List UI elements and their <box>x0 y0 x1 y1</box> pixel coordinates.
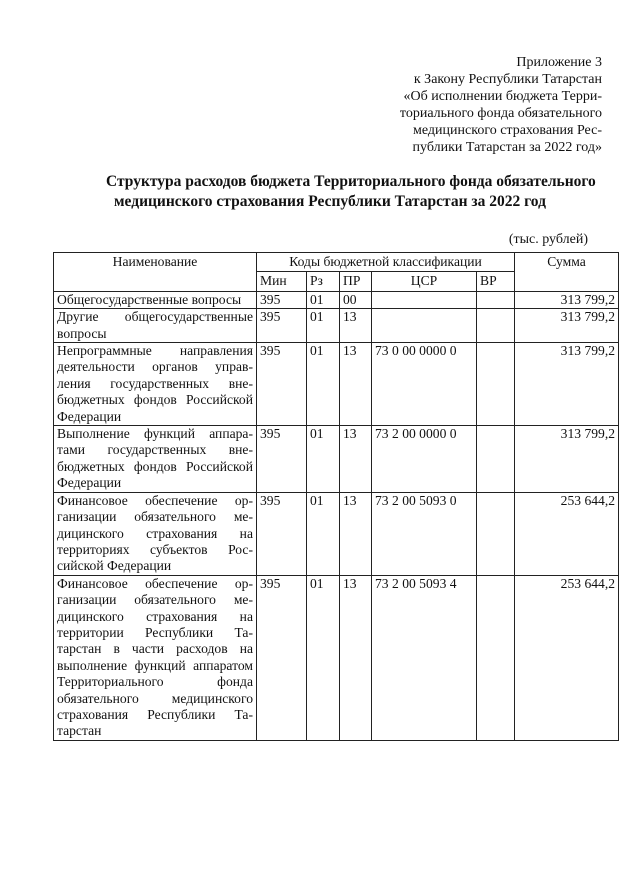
row-csr <box>372 309 477 343</box>
row-csr: 73 0 00 0000 0 <box>372 343 477 426</box>
row-pr: 00 <box>340 291 372 308</box>
row-pr: 13 <box>340 426 372 493</box>
row-name: Общегосударственные вопросы <box>54 291 257 308</box>
row-min: 395 <box>257 575 307 740</box>
document-title <box>60 172 630 212</box>
table-header-row <box>54 253 619 272</box>
row-sum: 313 799,2 <box>515 426 619 493</box>
table-row <box>54 575 619 740</box>
row-min: 395 <box>257 426 307 493</box>
row-name: Финансовое обеспечение организации обязательного медицинского страхования на территории Республики Татарстан в части расходов на выполнение функций аппаратом Территориального фонда обязательного медицинского страхования Республики Татарстан <box>54 575 257 740</box>
appendix-line: медицинского страхования Рес- <box>413 123 602 138</box>
header-rz: Рз <box>307 272 340 291</box>
header-vr: ВР <box>477 272 515 291</box>
row-vr <box>477 291 515 308</box>
table-row <box>54 291 619 308</box>
table-row <box>54 492 619 575</box>
row-vr <box>477 309 515 343</box>
row-min: 395 <box>257 291 307 308</box>
header-name: Наименование <box>54 253 257 292</box>
appendix-line: Приложение 3 <box>516 55 602 70</box>
row-vr <box>477 492 515 575</box>
units-label: (тыс. рублей) <box>508 232 588 247</box>
row-min: 395 <box>257 343 307 426</box>
row-rz: 01 <box>307 291 340 308</box>
row-name: Другие общегосударственные вопросы <box>54 309 257 343</box>
header-min: Мин <box>257 272 307 291</box>
appendix-note <box>342 54 602 156</box>
header-pr: ПР <box>340 272 372 291</box>
row-min: 395 <box>257 492 307 575</box>
table-row <box>54 309 619 343</box>
row-pr: 13 <box>340 492 372 575</box>
row-pr: 13 <box>340 309 372 343</box>
row-pr: 13 <box>340 343 372 426</box>
row-sum: 313 799,2 <box>515 343 619 426</box>
row-csr <box>372 291 477 308</box>
appendix-line: публики Татарстан за 2022 год» <box>412 140 602 155</box>
title-line: медицинского страхования Республики Татарстан за 2022 год <box>114 193 546 210</box>
header-csr: ЦСР <box>372 272 477 291</box>
row-sum: 313 799,2 <box>515 291 619 308</box>
row-csr: 73 2 00 5093 0 <box>372 492 477 575</box>
appendix-line: к Закону Республики Татарстан <box>413 72 602 87</box>
appendix-line: «Об исполнении бюджета Терри- <box>403 89 602 104</box>
row-name: Непрограммные направления деятельности органов управления государственных внебюджетных фондов Российской Федерации <box>54 343 257 426</box>
row-vr <box>477 575 515 740</box>
row-sum: 313 799,2 <box>515 309 619 343</box>
appendix-line: ториального фонда обязательного <box>399 106 602 121</box>
header-sum: Сумма <box>515 253 619 292</box>
row-rz: 01 <box>307 575 340 740</box>
table-row <box>54 343 619 426</box>
row-rz: 01 <box>307 426 340 493</box>
row-rz: 01 <box>307 343 340 426</box>
row-rz: 01 <box>307 309 340 343</box>
row-rz: 01 <box>307 492 340 575</box>
title-line: Структура расходов бюджета Территориального фонда обязательного <box>106 173 596 190</box>
row-vr <box>477 426 515 493</box>
row-name: Выполнение функций аппаратами государственных внебюджетных фондов Российской Федерации <box>54 426 257 493</box>
row-name: Финансовое обеспечение организации обязательного медицинского страхования на территориях субъектов Российской Федерации <box>54 492 257 575</box>
row-sum: 253 644,2 <box>515 575 619 740</box>
row-sum: 253 644,2 <box>515 492 619 575</box>
row-csr: 73 2 00 0000 0 <box>372 426 477 493</box>
header-codes-group: Коды бюджетной классификации <box>257 253 515 272</box>
budget-table <box>53 252 619 741</box>
row-vr <box>477 343 515 426</box>
row-pr: 13 <box>340 575 372 740</box>
row-min: 395 <box>257 309 307 343</box>
table-row <box>54 426 619 493</box>
row-csr: 73 2 00 5093 4 <box>372 575 477 740</box>
